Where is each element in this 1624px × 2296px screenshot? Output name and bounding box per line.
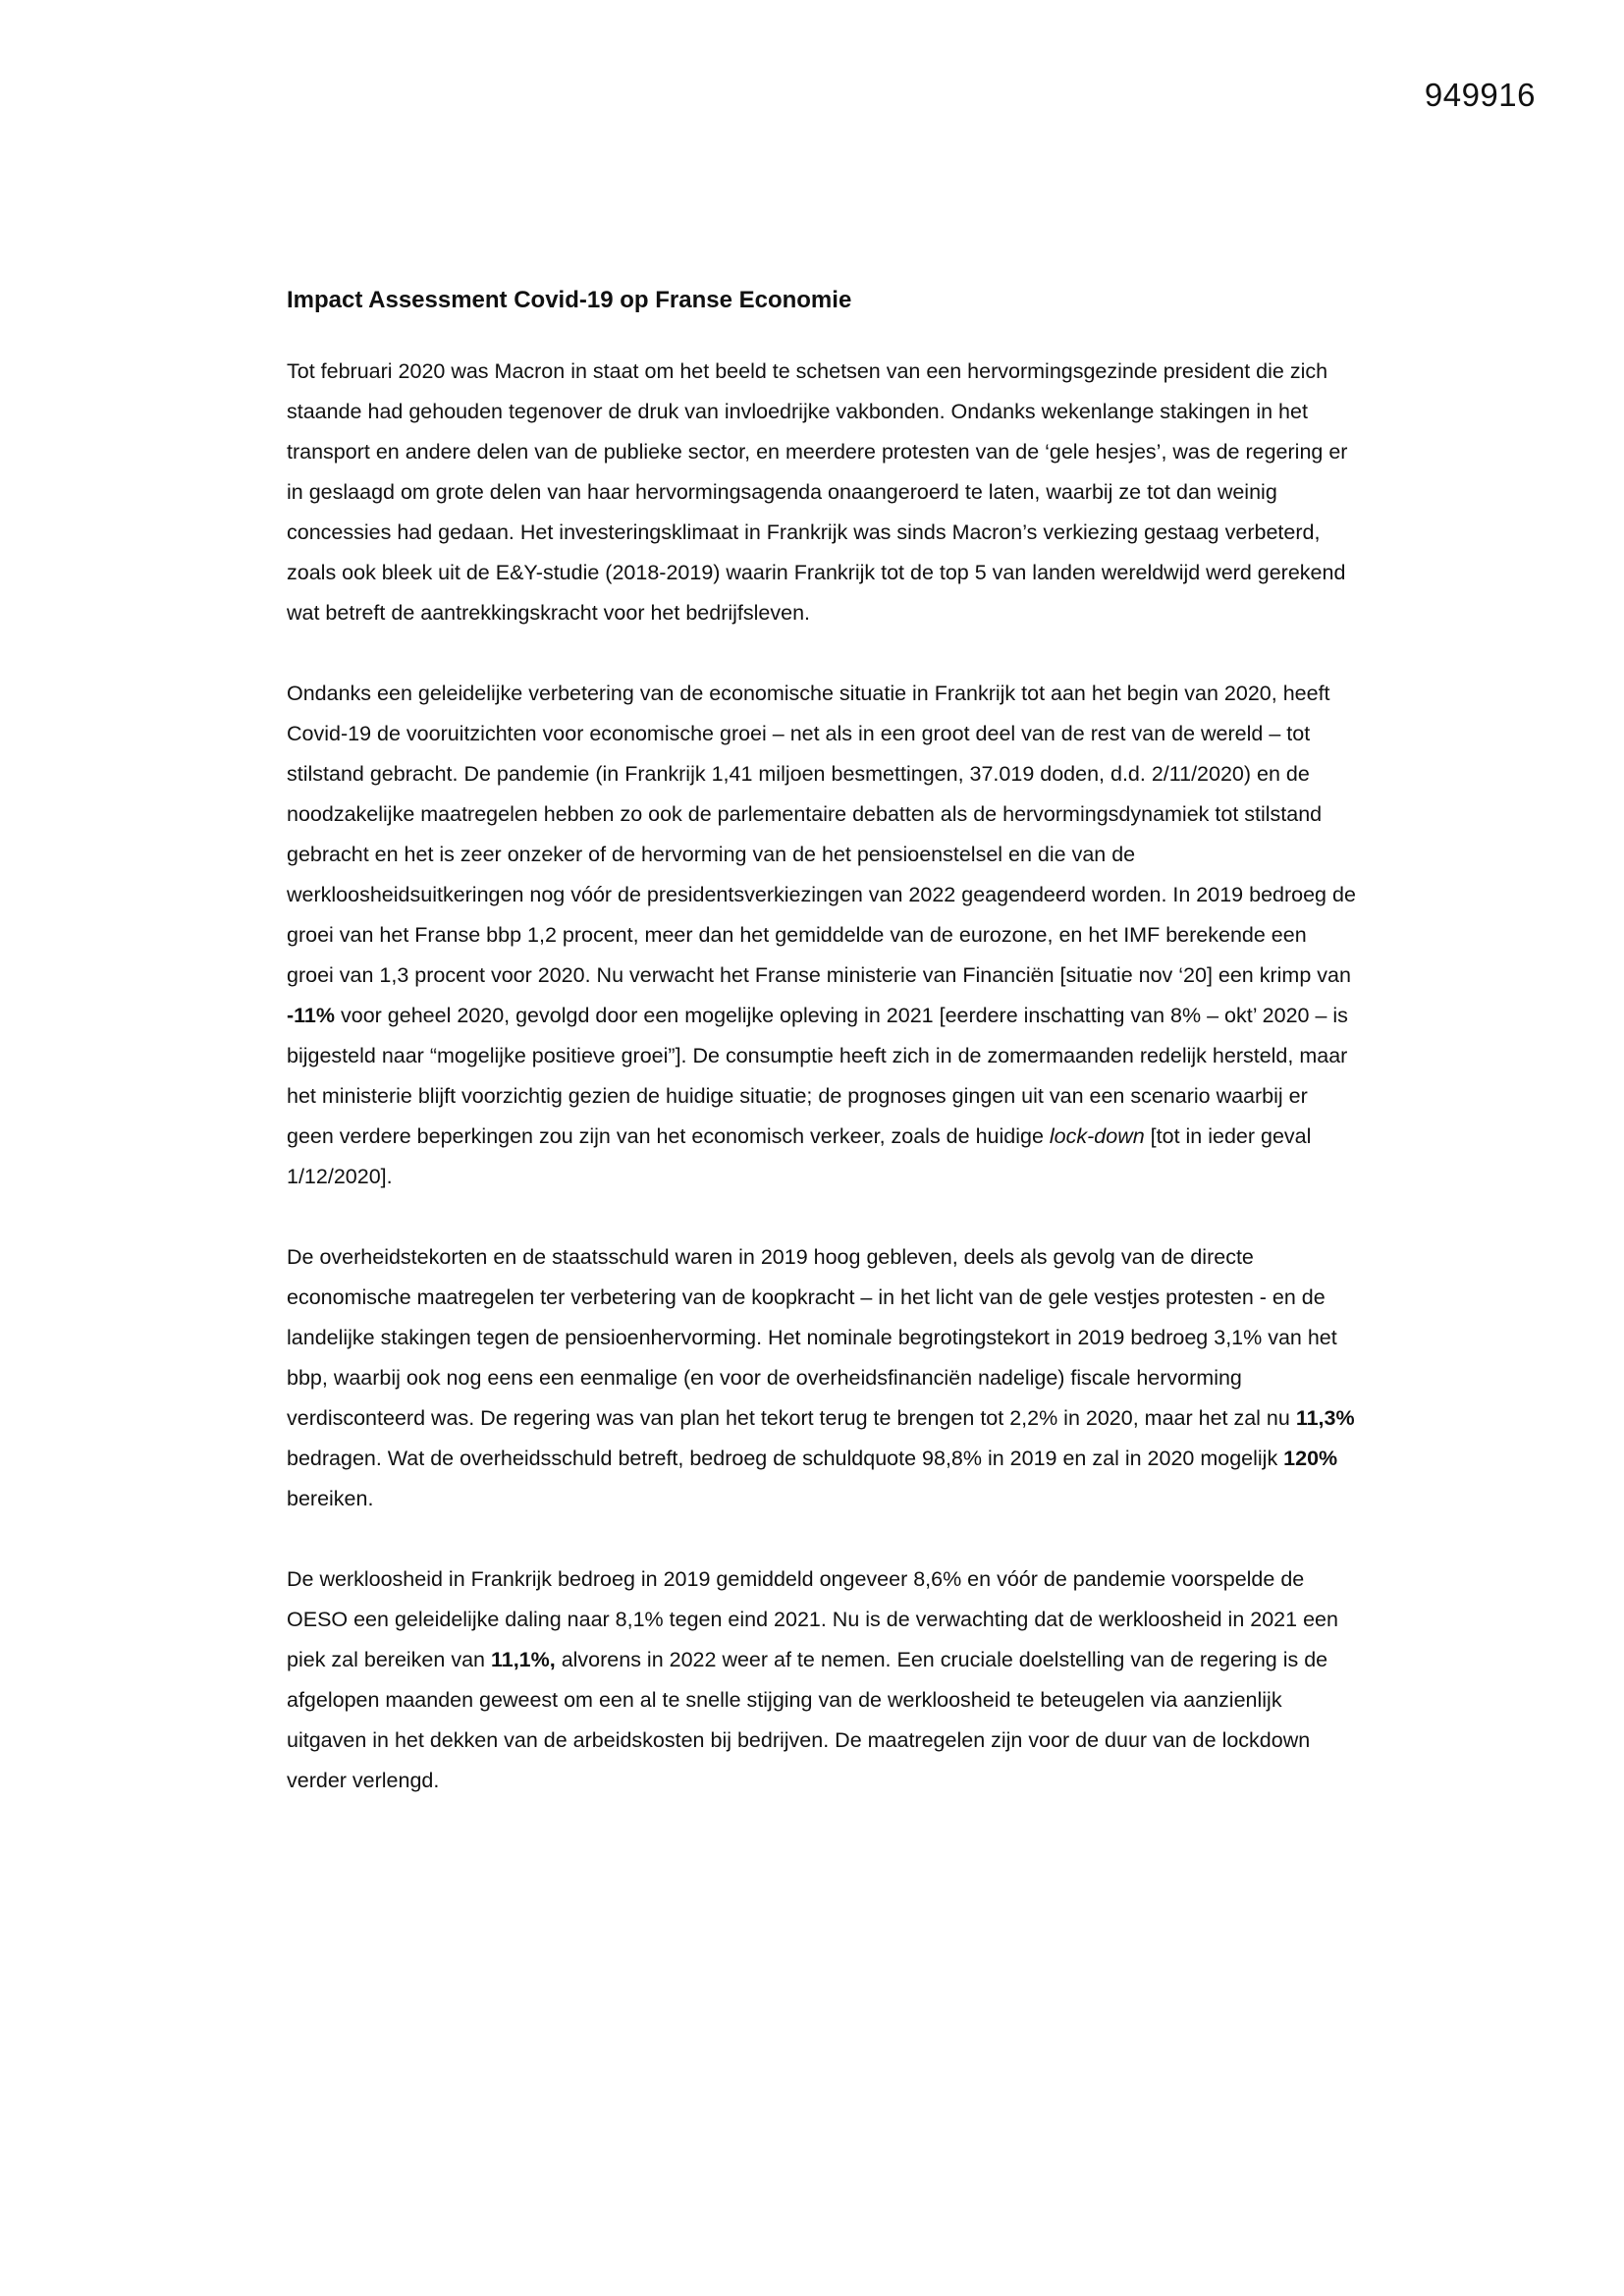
italic-term: lock-down	[1049, 1124, 1145, 1148]
document-body	[287, 283, 1357, 1841]
paragraph-3	[287, 1237, 1357, 1519]
paragraph-text: alvorens in 2022 weer af te nemen. Een cruciale doelstelling van de regering is de afgelopen maanden geweest om een al te snelle stijging van de werkloosheid te beteugelen via aanzienlijk uitgaven in het dekken van de arbeidskosten bij bedrijven. De maatregelen zijn voor de duur van de lockdown verder verlengd.	[287, 1648, 1328, 1792]
document-title: Impact Assessment Covid-19 op Franse Economie	[287, 287, 852, 313]
paragraph-text: [tot in ieder geval 1/12/2020].	[287, 1124, 1312, 1188]
paragraph-text: Ondanks een geleidelijke verbetering van de economische situatie in Frankrijk tot aan het begin van 2020, heeft Covid-19 de vooruitzichten voor economische groei – net als in een groot deel van de rest van de wereld – tot stilstand gebracht. De pandemie (in Frankrijk 1,41 miljoen besmettingen, 37.019 doden, d.d. 2/11/2020) en de noodzakelijke maatregelen hebben zo ook de parlementaire debatten als de hervormingsdynamiek tot stilstand gebracht en het is zeer onzeker of de hervorming van de het pensioenstelsel en die van de werkloosheidsuitkeringen nog vóór de presidentsverkiezingen van 2022 geagendeerd worden. In 2019 bedroeg de groei van het Franse bbp 1,2 procent, meer dan het gemiddelde van de eurozone, en het IMF berekende een groei van 1,3 procent voor 2020. Nu verwacht het Franse ministerie van Financiën [situatie nov ‘20] een krimp van	[287, 682, 1356, 987]
paragraph-text: De overheidstekorten en de staatsschuld waren in 2019 hoog gebleven, deels als gevolg van de directe economische maatregelen ter verbetering van de koopkracht – in het licht van de gele vestjes protesten - en de landelijke stakingen tegen de pensioenhervorming. Het nominale begrotingstekort in 2019 bedroeg 3,1% van het bbp, waarbij ook nog eens een eenmalige (en voor de overheidsfinanciën nadelige) fiscale hervorming verdisconteerd was. De regering was van plan het tekort terug te brengen tot 2,2% in 2020, maar het zal nu	[287, 1245, 1337, 1430]
paragraph-text: bedragen. Wat de overheidsschuld betreft, bedroeg de schuldquote 98,8% in 2019 en zal in 2020 mogelijk	[287, 1447, 1284, 1470]
paragraph-text: voor geheel 2020, gevolgd door een mogelijke opleving in 2021 [eerdere inschatting van 8% – okt’ 2020 – is bijgesteld naar “mogelijke positieve groei”]. De consumptie heeft zich in de zomermaanden redelijk hersteld, maar het ministerie blijft voorzichtig gezien de huidige situatie; de prognoses gingen uit van een scenario waarbij er geen verdere beperkingen zou zijn van het economisch verkeer, zoals de huidige	[287, 1004, 1348, 1148]
paragraph-text: Tot februari 2020 was Macron in staat om het beeld te schetsen van een hervormingsgezinde president die zich staande had gehouden tegenover de druk van invloedrijke vakbonden. Ondanks wekenlange stakingen in het transport en andere delen van de publieke sector, en meerdere protesten van de ‘gele hesjes’, was de regering er in geslaagd om grote delen van haar hervormingsagenda onaangeroerd te laten, waarbij ze tot dan weinig concessies had gedaan. Het investeringsklimaat in Frankrijk was sinds Macron’s verkiezing gestaag verbeterd, zoals ook bleek uit de E&Y-studie (2018-2019) waarin Frankrijk tot de top 5 van landen wereldwijd werd gerekend wat betreft de aantrekkingskracht voor het bedrijfsleven.	[287, 359, 1348, 625]
document-id: 949916	[1424, 77, 1536, 113]
paragraph-2	[287, 674, 1357, 1197]
paragraph-1	[287, 352, 1357, 633]
bold-figure: -11%	[287, 1004, 336, 1027]
bold-figure: 120%	[1283, 1447, 1338, 1470]
bold-figure: 11,1%,	[490, 1648, 556, 1671]
paragraph-text: De werkloosheid in Frankrijk bedroeg in 2019 gemiddeld ongeveer 8,6% en vóór de pandemie voorspelde de OESO een geleidelijke daling naar 8,1% tegen eind 2021. Nu is de verwachting dat de werkloosheid in 2021 een piek zal bereiken van	[287, 1567, 1338, 1671]
bold-figure: 11,3%	[1295, 1406, 1355, 1430]
paragraph-4	[287, 1559, 1357, 1801]
paragraph-text: bereiken.	[287, 1487, 374, 1510]
